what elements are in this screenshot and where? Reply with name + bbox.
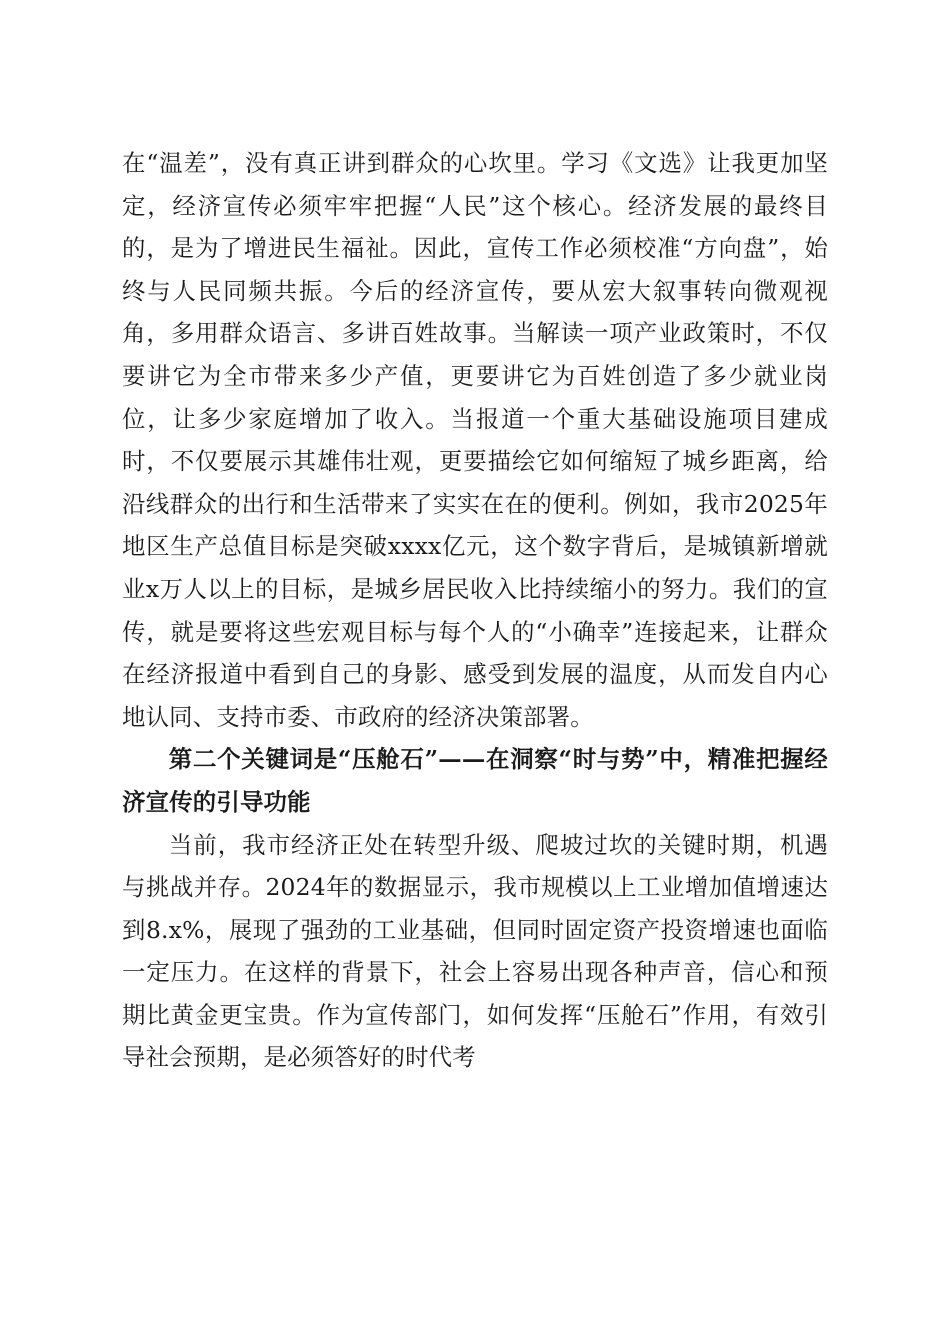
section-heading-second-keyword: 第二个关键词是“压舱石”——在洞察“时与势”中，精准把握经济宣传的引导功能 bbox=[122, 745, 828, 816]
paragraph-body: 当前，我市经济正处在转型升级、爬坡过坎的关键时期，机遇与挑战并存。2024年的数据显示，我市规模以上工业增加值增速达到8.x%，展现了强劲的工业基础，但同时固定资产投资增速也面临一定压力。在这样的背景下，社会上容易出现各种声音，信心和预期比黄金更宝贵。作为宣传部门，如何发挥“压舱石”作用，有效引导社会预期，是必须答好的时代考 bbox=[122, 830, 828, 1072]
paragraph-continuation: 在“温差”，没有真正讲到群众的心坎里。学习《文选》让我更加坚定，经济宣传必须牢牢把握“人民”这个核心。经济发展的最终目的，是为了增进民生福祉。因此，宣传工作必须校准“方向盘”，始终与人民同频共振。今后的经济宣传，要从宏大叙事转向微观视角，多用群众语言、多讲百姓故事。当解读一项产业政策时，不仅要讲它为全市带来多少产值，更要讲它为百姓创造了多少就业岗位，让多少家庭增加了收入。当报道一个重大基础设施项目建成时，不仅要展示其雄伟壮观，更要描绘它如何缩短了城乡距离，给沿线群众的出行和生活带来了实实在在的便利。例如，我市2025年地区生产总值目标是突破xxxx亿元，这个数字背后，是城镇新增就业x万人以上的目标，是城乡居民收入比持续缩小的努力。我们的宣传，就是要将这些宏观目标与每个人的“小确幸”连接起来，让群众在经济报道中看到自己的身影、感受到发展的温度，从而发自内心地认同、支持市委、市政府的经济决策部署。 bbox=[122, 149, 828, 731]
document-body bbox=[122, 142, 828, 1079]
